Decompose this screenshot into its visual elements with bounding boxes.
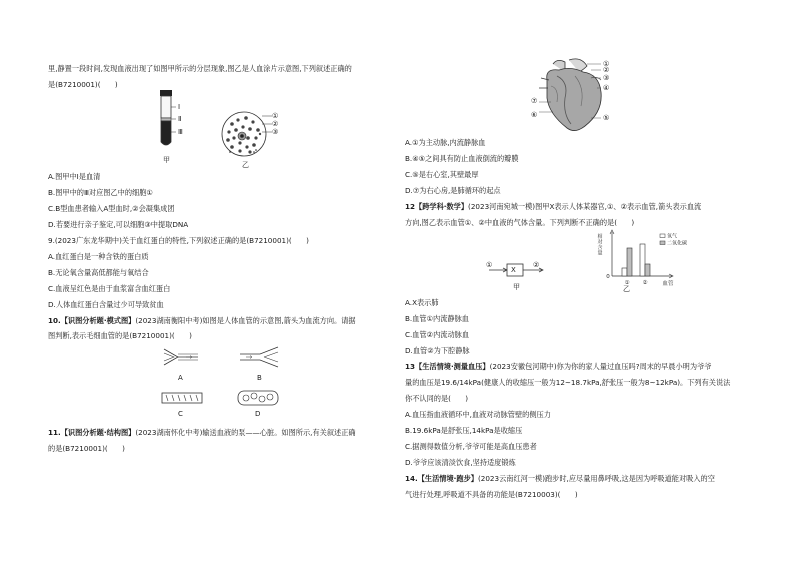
- q8-intro-line1: 里,静置一段时间,发现血液出现了如图甲所示的分层现象,图乙是人血涂片示意图,下列叙述正确的: [48, 64, 352, 73]
- q10-tag: 10.【识图分析题·模式图】: [48, 316, 136, 325]
- tube-label-1: Ⅰ: [178, 103, 181, 111]
- chart-ylabel-char: 含: [597, 245, 603, 251]
- q12-option-b: B.血管①内流静脉血: [405, 314, 469, 323]
- smear-label-3: ③: [272, 128, 279, 136]
- vessel-label-b: B: [257, 374, 262, 382]
- q12-option-d: D.血管②为下腔静脉: [405, 346, 470, 355]
- q8-option-b: B.图甲中的Ⅲ对应图乙中的细胞①: [48, 188, 153, 197]
- q10-stem-line2: 图判断,表示毛细血管的是(B7210001)( ): [48, 331, 192, 340]
- q10-stem-rest: (2023湖南衡阳中考)如图是人体血管的示意图,箭头为血流方向。请据: [135, 316, 356, 325]
- q9-option-a: A.血红蛋白是一种含铁的蛋白质: [48, 252, 149, 261]
- tube-cap: [160, 90, 172, 96]
- chart-x-tick-label: ②: [642, 280, 648, 286]
- q14-stem-line1: [405, 474, 715, 483]
- q9-option-c: C.血液呈红色是由于血浆富含血红蛋白: [48, 284, 171, 293]
- chart-bar: [640, 244, 645, 276]
- chart-legend-swatch: [660, 234, 665, 238]
- q12-tag: 12【跨学科·数学】: [405, 202, 469, 211]
- q12-option-c: C.血管②内流动脉血: [405, 330, 470, 339]
- q13-stem-rest: (2023安徽包河期中)你为你的家人量过血压吗?周末的早晨小明为爷爷: [489, 362, 712, 371]
- flow-in-label: ①: [486, 261, 493, 269]
- q13-stem-line2: 量的血压是19.6/14kPa(健康人的收缩压一般为12~18.7kPa,舒张压一般为8~12kPa)。下列有关说法: [405, 378, 731, 387]
- flow-organ-label: X: [511, 266, 516, 274]
- q13-stem-line3: 你不认同的是( ): [405, 394, 469, 403]
- smear-label-2: ②: [272, 120, 279, 128]
- vessel-diagram-c: [160, 390, 204, 406]
- heart-label-5: ⑤: [603, 114, 610, 122]
- tube-label-3: Ⅲ: [178, 128, 183, 136]
- q11-stem-line1: [48, 428, 356, 437]
- q12-stem-line1: [405, 202, 701, 211]
- smear-label-1: ①: [272, 112, 279, 120]
- q11-option-a: A.①为主动脉,内流静脉血: [405, 138, 486, 147]
- q12-fig-yi-label: 乙: [623, 285, 630, 293]
- test-tube-figure: [150, 90, 190, 150]
- blood-smear-figure: [220, 110, 268, 158]
- q9-option-d: D.人体血红蛋白含量过少可导致贫血: [48, 300, 164, 309]
- q13-option-c: C.据测得数值分析,爷爷可能是高血压患者: [405, 442, 537, 451]
- chart-legend-label: 二氧化碳: [667, 240, 688, 247]
- q13-option-a: A.血压指血液循环中,血液对动脉管壁的侧压力: [405, 410, 551, 419]
- chart-ylabel-char: 相: [597, 234, 603, 240]
- heart-label-4: ④: [603, 84, 610, 92]
- q8-option-c: C.B型血患者输入A型血时,②会凝集成团: [48, 204, 175, 213]
- chart-ylabel-char: 对: [597, 239, 603, 246]
- q12-fig-jia-label: 甲: [513, 283, 520, 291]
- q12-stem-line2: 方向,图乙表示血管①、②中血液的气体含量。下列判断不正确的是( ): [405, 218, 635, 227]
- vessel-label-d: D: [255, 410, 261, 418]
- heart-label-2: ②: [603, 66, 610, 74]
- q13-tag: 13【生活情境·测量血压】: [405, 362, 490, 371]
- chart-x-tick-label: ①: [624, 280, 630, 286]
- q11-stem-rest: (2023湖南怀化中考)输送血液的泵——心脏。如图所示,有关叙述正确: [135, 428, 356, 437]
- chart-xlabel: 血管: [662, 281, 674, 287]
- heart-label-1: ①: [603, 60, 610, 68]
- heart-label-7: ⑦: [531, 97, 538, 105]
- q10-stem-line1: [48, 316, 356, 325]
- chart-legend-label: 氧气: [667, 233, 678, 240]
- q13-option-b: B.19.6kPa是舒张压,14kPa是收缩压: [405, 426, 523, 435]
- chart-legend-swatch: [660, 241, 665, 245]
- vessel-label-a: A: [178, 374, 183, 382]
- q14-stem-line2: 气进行处理,呼吸道不具备的功能是(B7210003)( ): [405, 490, 578, 499]
- vessel-diagram-b: [238, 345, 282, 371]
- heart-label-3: ③: [603, 74, 610, 82]
- vessel-label-c: C: [178, 410, 183, 418]
- tube-middle-layer: [161, 118, 171, 121]
- chart-origin-label: 0: [606, 274, 610, 280]
- chart-bar: [627, 248, 632, 276]
- tube-lower-layer: [161, 121, 171, 145]
- q8-option-a: A.图甲中Ⅰ是血清: [48, 172, 101, 181]
- q8-option-d: D.若要进行亲子鉴定,可以细胞③中提取DNA: [48, 220, 189, 229]
- q14-tag: 14.【生活情境·跑步】: [405, 474, 478, 483]
- q11-option-b: B.④⑤之间具有防止血液倒流的瓣膜: [405, 154, 519, 163]
- q8-intro-line2: 是(B7210001)( ): [48, 80, 118, 89]
- q11-tag: 11.【识图分析题·结构图】: [48, 428, 136, 437]
- chart-ylabel-char: 量: [597, 250, 603, 257]
- fig-yi-label: 乙: [242, 161, 249, 169]
- q11-option-c: C.⑤是右心室,其壁最厚: [405, 170, 479, 179]
- tube-upper-layer: [161, 96, 171, 118]
- q14-stem-rest: (2023云南红河一模)跑步时,应尽量用鼻呼吸,这是因为呼吸道能对吸入的空: [477, 474, 715, 483]
- q13-option-d: D.爷爷应该清淡饮食,坚持适度锻炼: [405, 458, 516, 467]
- tube-label-2: Ⅱ: [178, 115, 182, 123]
- chart-bar: [645, 264, 650, 276]
- q13-stem-line1: [405, 362, 711, 371]
- flow-out-label: ②: [533, 261, 540, 269]
- q12-stem-rest: (2023河南宛城一模)图甲X表示人体某器官,①、②表示血管,箭头表示血流: [468, 202, 702, 211]
- gas-content-chart: [592, 228, 712, 288]
- vessel-diagram-a: [162, 345, 202, 371]
- chart-bar: [622, 268, 627, 276]
- q11-option-d: D.⑦为右心房,是肺循环的起点: [405, 186, 501, 195]
- q12-option-a: A.X表示肺: [405, 298, 439, 307]
- heart-label-6: ⑥: [531, 111, 538, 119]
- q9-option-b: B.无论氧含量高低都能与氧结合: [48, 268, 149, 277]
- q9-stem: 9.(2023广东龙华期中)关于血红蛋白的特性,下列叙述正确的是(B7210001)( ): [48, 236, 309, 245]
- vessel-diagram-d: [236, 388, 280, 408]
- fig-jia-label: 甲: [163, 156, 170, 164]
- q11-stem-line2: 的是(B7210001)( ): [48, 444, 125, 453]
